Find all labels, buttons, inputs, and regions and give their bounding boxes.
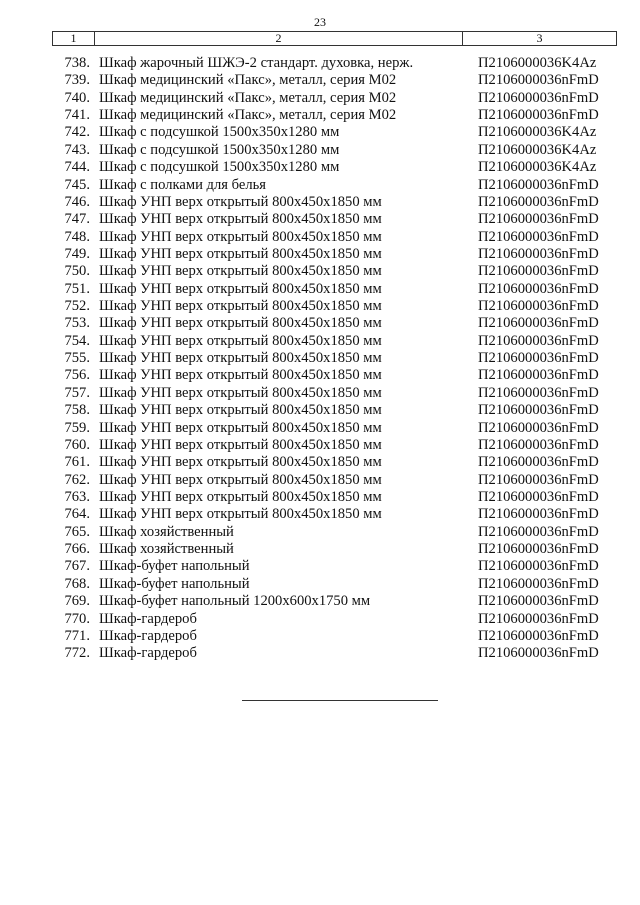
row-item-name: Шкаф УНП верх открытый 800х450х1850 мм [99,280,382,297]
row-item-name: Шкаф УНП верх открытый 800х450х1850 мм [99,193,382,210]
table-row [0,593,640,610]
table-row [0,298,640,315]
row-code: П2106000036nFmD [478,419,599,436]
table-row [0,333,640,350]
row-number: 767. [64,558,90,575]
header-col-1: 1 [53,32,95,45]
row-number: 764. [64,506,90,523]
row-number: 763. [64,488,90,505]
row-item-name: Шкаф УНП верх открытый 800х450х1850 мм [99,471,382,488]
table-row [0,385,640,402]
row-code: П2106000036nFmD [478,471,599,488]
row-code: П2106000036nFmD [478,332,599,349]
row-code: П2106000036K4Az [478,141,597,158]
row-code: П2106000036nFmD [478,558,599,575]
table-body [0,55,640,663]
table-row [0,177,640,194]
row-number: 752. [64,298,90,315]
row-item-name: Шкаф хозяйственный [99,541,234,558]
row-item-name: Шкаф-гардероб [99,627,197,644]
row-number: 770. [64,610,90,627]
row-code: П2106000036nFmD [478,384,599,401]
row-item-name: Шкаф УНП верх открытый 800х450х1850 мм [99,488,382,505]
table-row [0,55,640,72]
row-number: 757. [64,384,90,401]
row-item-name: Шкаф УНП верх открытый 800х450х1850 мм [99,402,382,419]
table-row [0,246,640,263]
row-code: П2106000036nFmD [478,488,599,505]
row-item-name: Шкаф УНП верх открытый 800х450х1850 мм [99,367,382,384]
row-item-name: Шкаф УНП верх открытый 800х450х1850 мм [99,315,382,332]
table-header [52,31,617,46]
row-item-name: Шкаф-буфет напольный 1200х600х1750 мм [99,593,371,610]
row-number: 772. [64,645,90,662]
row-code: П2106000036nFmD [478,506,599,523]
row-item-name: Шкаф УНП верх открытый 800х450х1850 мм [99,211,382,228]
table-row [0,90,640,107]
row-number: 739. [64,72,90,89]
row-item-name: Шкаф медицинский «Пакс», металл, серия М02 [99,72,397,89]
table-row [0,524,640,541]
row-number: 738. [64,55,90,71]
table-row [0,611,640,628]
header-col-3: 3 [536,31,543,45]
row-item-name: Шкаф УНП верх открытый 800х450х1850 мм [99,436,382,453]
row-code: П2106000036nFmD [478,245,599,262]
table-row [0,315,640,332]
table-row [0,367,640,384]
row-item-name: Шкаф с подсушкой 1500х350х1280 мм [99,124,340,141]
table-row [0,472,640,489]
header-col-2: 2 [95,32,463,45]
table-row [0,263,640,280]
row-number: 766. [64,541,90,558]
row-number: 741. [64,107,90,124]
row-item-name: Шкаф-буфет напольный [99,575,250,592]
row-code: П2106000036nFmD [478,645,599,662]
table-row [0,576,640,593]
row-item-name: Шкаф УНП верх открытый 800х450х1850 мм [99,506,382,523]
row-item-name: Шкаф УНП верх открытый 800х450х1850 мм [99,454,382,471]
table-row [0,211,640,228]
table-row [0,645,640,662]
row-code: П2106000036nFmD [478,541,599,558]
row-code: П2106000036nFmD [478,72,599,89]
row-item-name: Шкаф УНП верх открытый 800х450х1850 мм [99,263,382,280]
table-row [0,420,640,437]
table-row [0,558,640,575]
row-item-name: Шкаф УНП верх открытый 800х450х1850 мм [99,350,382,367]
row-number: 753. [64,315,90,332]
row-item-name: Шкаф УНП верх открытый 800х450х1850 мм [99,298,382,315]
table-row [0,454,640,471]
row-number: 768. [64,575,90,592]
row-code: П2106000036nFmD [478,627,599,644]
row-item-name: Шкаф УНП верх открытый 800х450х1850 мм [99,384,382,401]
row-item-name: Шкаф-буфет напольный [99,558,250,575]
table-row [0,107,640,124]
row-item-name: Шкаф УНП верх открытый 800х450х1850 мм [99,332,382,349]
row-number: 751. [64,280,90,297]
row-item-name: Шкаф-гардероб [99,645,197,662]
table-row [0,142,640,159]
row-number: 760. [64,436,90,453]
row-number: 761. [64,454,90,471]
row-code: П2106000036K4Az [478,159,597,176]
row-code: П2106000036nFmD [478,107,599,124]
row-code: П2106000036nFmD [478,367,599,384]
table-row [0,489,640,506]
row-item-name: Шкаф медицинский «Пакс», металл, серия М02 [99,89,397,106]
table-row [0,159,640,176]
row-number: 758. [64,402,90,419]
row-code: П2106000036nFmD [478,193,599,210]
row-number: 742. [64,124,90,141]
row-code: П2106000036nFmD [478,593,599,610]
row-number: 771. [64,627,90,644]
row-item-name: Шкаф УНП верх открытый 800х450х1850 мм [99,228,382,245]
table-row [0,437,640,454]
row-number: 754. [64,332,90,349]
row-code: П2106000036nFmD [478,350,599,367]
row-code: П2106000036nFmD [478,454,599,471]
row-number: 747. [64,211,90,228]
row-code: П2106000036nFmD [478,436,599,453]
row-number: 744. [64,159,90,176]
row-code: П2106000036nFmD [478,211,599,228]
signature-line [242,700,438,701]
table-row [0,628,640,645]
table-row [0,506,640,523]
table-row [0,541,640,558]
table-row [0,194,640,211]
row-code: П2106000036K4Az [478,55,597,71]
row-code: П2106000036nFmD [478,402,599,419]
row-number: 759. [64,419,90,436]
row-number: 755. [64,350,90,367]
row-number: 746. [64,193,90,210]
row-code: П2106000036nFmD [478,298,599,315]
row-code: П2106000036nFmD [478,575,599,592]
row-item-name: Шкаф медицинский «Пакс», металл, серия М02 [99,107,397,124]
row-code: П2106000036nFmD [478,228,599,245]
row-number: 765. [64,523,90,540]
row-number: 740. [64,89,90,106]
row-item-name: Шкаф с подсушкой 1500х350х1280 мм [99,141,340,158]
table-row [0,72,640,89]
table-row [0,124,640,141]
row-item-name: Шкаф с полками для белья [99,176,266,193]
row-item-name: Шкаф УНП верх открытый 800х450х1850 мм [99,419,382,436]
row-number: 743. [64,141,90,158]
table-row [0,229,640,246]
table-row [0,350,640,367]
row-code: П2106000036nFmD [478,315,599,332]
row-code: П2106000036nFmD [478,610,599,627]
row-item-name: Шкаф хозяйственный [99,523,234,540]
row-item-name: Шкаф УНП верх открытый 800х450х1850 мм [99,245,382,262]
row-code: П2106000036K4Az [478,124,597,141]
row-code: П2106000036nFmD [478,280,599,297]
row-number: 762. [64,471,90,488]
row-code: П2106000036nFmD [478,176,599,193]
row-number: 748. [64,228,90,245]
row-code: П2106000036nFmD [478,89,599,106]
table-row [0,402,640,419]
row-item-name: Шкаф-гардероб [99,610,197,627]
row-code: П2106000036nFmD [478,263,599,280]
row-number: 745. [64,176,90,193]
row-number: 749. [64,245,90,262]
row-number: 750. [64,263,90,280]
row-code: П2106000036nFmD [478,523,599,540]
row-number: 756. [64,367,90,384]
table-row [0,281,640,298]
page-number: 23 [314,15,326,29]
row-number: 769. [64,593,90,610]
row-item-name: Шкаф с подсушкой 1500х350х1280 мм [99,159,340,176]
row-item-name: Шкаф жарочный ШЖЭ-2 стандарт. духовка, нерж. [99,55,414,71]
